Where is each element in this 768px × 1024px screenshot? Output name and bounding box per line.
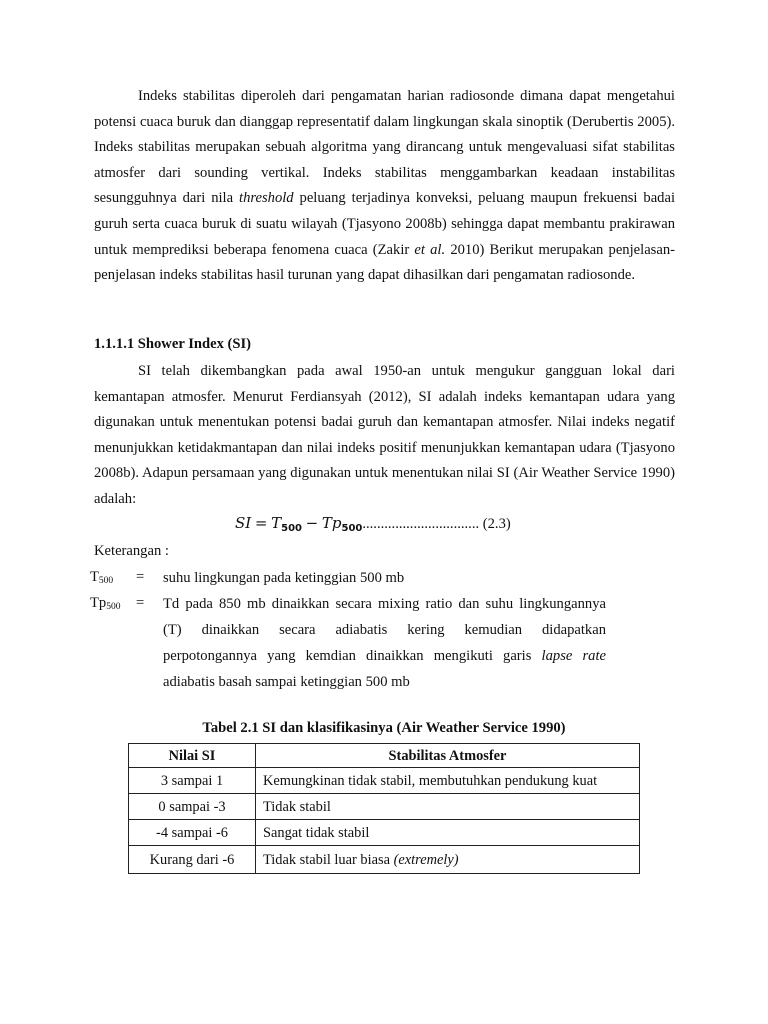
header-nilai-si: Nilai SI <box>129 744 256 768</box>
table-row <box>129 846 640 874</box>
table-row <box>129 768 640 794</box>
term-t500-sub: 500 <box>98 576 114 586</box>
formula-minus: − <box>305 514 319 532</box>
cell-stability <box>256 846 640 874</box>
cell-stability: Kemungkinan tidak stabil, membutuhkan pendukung kuat <box>256 768 640 794</box>
term-tp500-description <box>163 591 606 695</box>
term-tp500-sub: 500 <box>106 602 121 612</box>
formula-t: T <box>271 514 282 532</box>
formula-leader-dots: ................................ <box>362 516 480 532</box>
term-t500-equals: = <box>136 569 145 585</box>
formula-equals: = <box>254 514 268 532</box>
formula-t-sub: 500 <box>281 523 302 534</box>
intro-italic-threshold: threshold <box>239 190 294 207</box>
italic-lapse-rate: lapse rate <box>541 648 606 664</box>
term-t500-description <box>163 565 606 591</box>
cell-italic-extremely: (extremely) <box>393 851 459 868</box>
section-paragraph: SI telah dikembangkan pada awal 1950-an untuk mengukur gangguan lokal dari kemantapan atmosfer. Menurut Ferdiansyah (2012), SI adalah indeks kemantapan udara yang digunakan untuk menentukan potensi badai guruh dan kemantapan atmosfer. Nilai indeks negatif menunjukkan ketidakmantapan dan nilai indeks positif menunjukkan kemantapan udara (Tjasyono 2008b). Adapun persamaan yang digunakan untuk menentukan nilai SI (Air Weather Service 1990) adalah: <box>94 363 675 507</box>
table-header-row <box>129 744 640 768</box>
formula-tp-sub: 500 <box>341 523 363 534</box>
desc-line: suhu lingkungan pada ketinggian 500 mb <box>163 570 405 586</box>
table-row <box>129 820 640 846</box>
intro-italic-etal: et al. <box>414 241 446 258</box>
section-heading: 1.1.1.1 Shower Index (SI) <box>94 336 252 352</box>
si-classification-table <box>128 743 640 874</box>
formula-tp: Tp <box>321 514 342 532</box>
cell-stability-text: Tidak stabil luar biasa <box>263 851 390 868</box>
table-caption: Tabel 2.1 SI dan klasifikasinya (Air Weather Service 1990) <box>202 720 566 736</box>
desc-line: adiabatis basah sampai ketinggian 500 mb <box>163 674 410 690</box>
intro-text-2: peluang terjadinya konveksi, peluang maupun frekuensi badai guruh serta cuaca buruk di suatu wilayah (Tjasyono 2008b) sehingga dapat membantu prakirawan untuk memprediksi beberapa fenomena cuaca (Zakir <box>94 190 675 258</box>
intro-paragraph <box>94 84 675 289</box>
desc-line: (T) dinaikkan secara adiabatis kering kemudian didapatkan <box>163 622 606 638</box>
table-row <box>129 794 640 820</box>
desc-line-text: perpotongannya yang kemdian dinaikkan mengikuti garis <box>163 648 532 664</box>
term-tp500 <box>90 595 120 612</box>
cell-value: -4 sampai -6 <box>129 820 256 846</box>
equation-2-3 <box>235 514 511 534</box>
term-t500-base: T <box>90 569 99 585</box>
keterangan-label: Keterangan : <box>94 543 169 559</box>
cell-value: Kurang dari -6 <box>129 846 256 874</box>
cell-value: 3 sampai 1 <box>129 768 256 794</box>
equation-number: (2.3) <box>482 516 511 532</box>
desc-line <box>163 643 606 669</box>
intro-text-1: Indeks stabilitas diperoleh dari pengamatan harian radiosonde dimana dapat mengetahui potensi cuaca buruk dan dianggap representatif dalam lingkungan skala sinoptik (Derubertis 2005). Indeks stabilitas merupakan sebuah algoritma yang dirancang untuk mengevaluasi sifat stabilitas atmosfer dari sounding vertikal. Indeks stabilitas menggambarkan keadaan instabilitas sesungguhnya dari nila <box>94 88 675 207</box>
cell-stability: Sangat tidak stabil <box>256 820 640 846</box>
formula-lhs: SI <box>235 514 252 532</box>
term-tp500-equals: = <box>136 595 145 611</box>
term-t500 <box>90 569 113 586</box>
intro-text-3: 2010) Berikut merupakan penjelasan-penjelasan indeks stabilitas hasil turunan yang dapat dihasilkan dari pengamatan radiosonde. <box>94 241 675 284</box>
cell-value: 0 sampai -3 <box>129 794 256 820</box>
header-stabilitas: Stabilitas Atmosfer <box>256 744 640 768</box>
cell-stability: Tidak stabil <box>256 794 640 820</box>
term-tp500-base: Tp <box>90 595 107 611</box>
desc-line: Td pada 850 mb dinaikkan secara mixing ratio dan suhu lingkungannya <box>163 596 606 612</box>
